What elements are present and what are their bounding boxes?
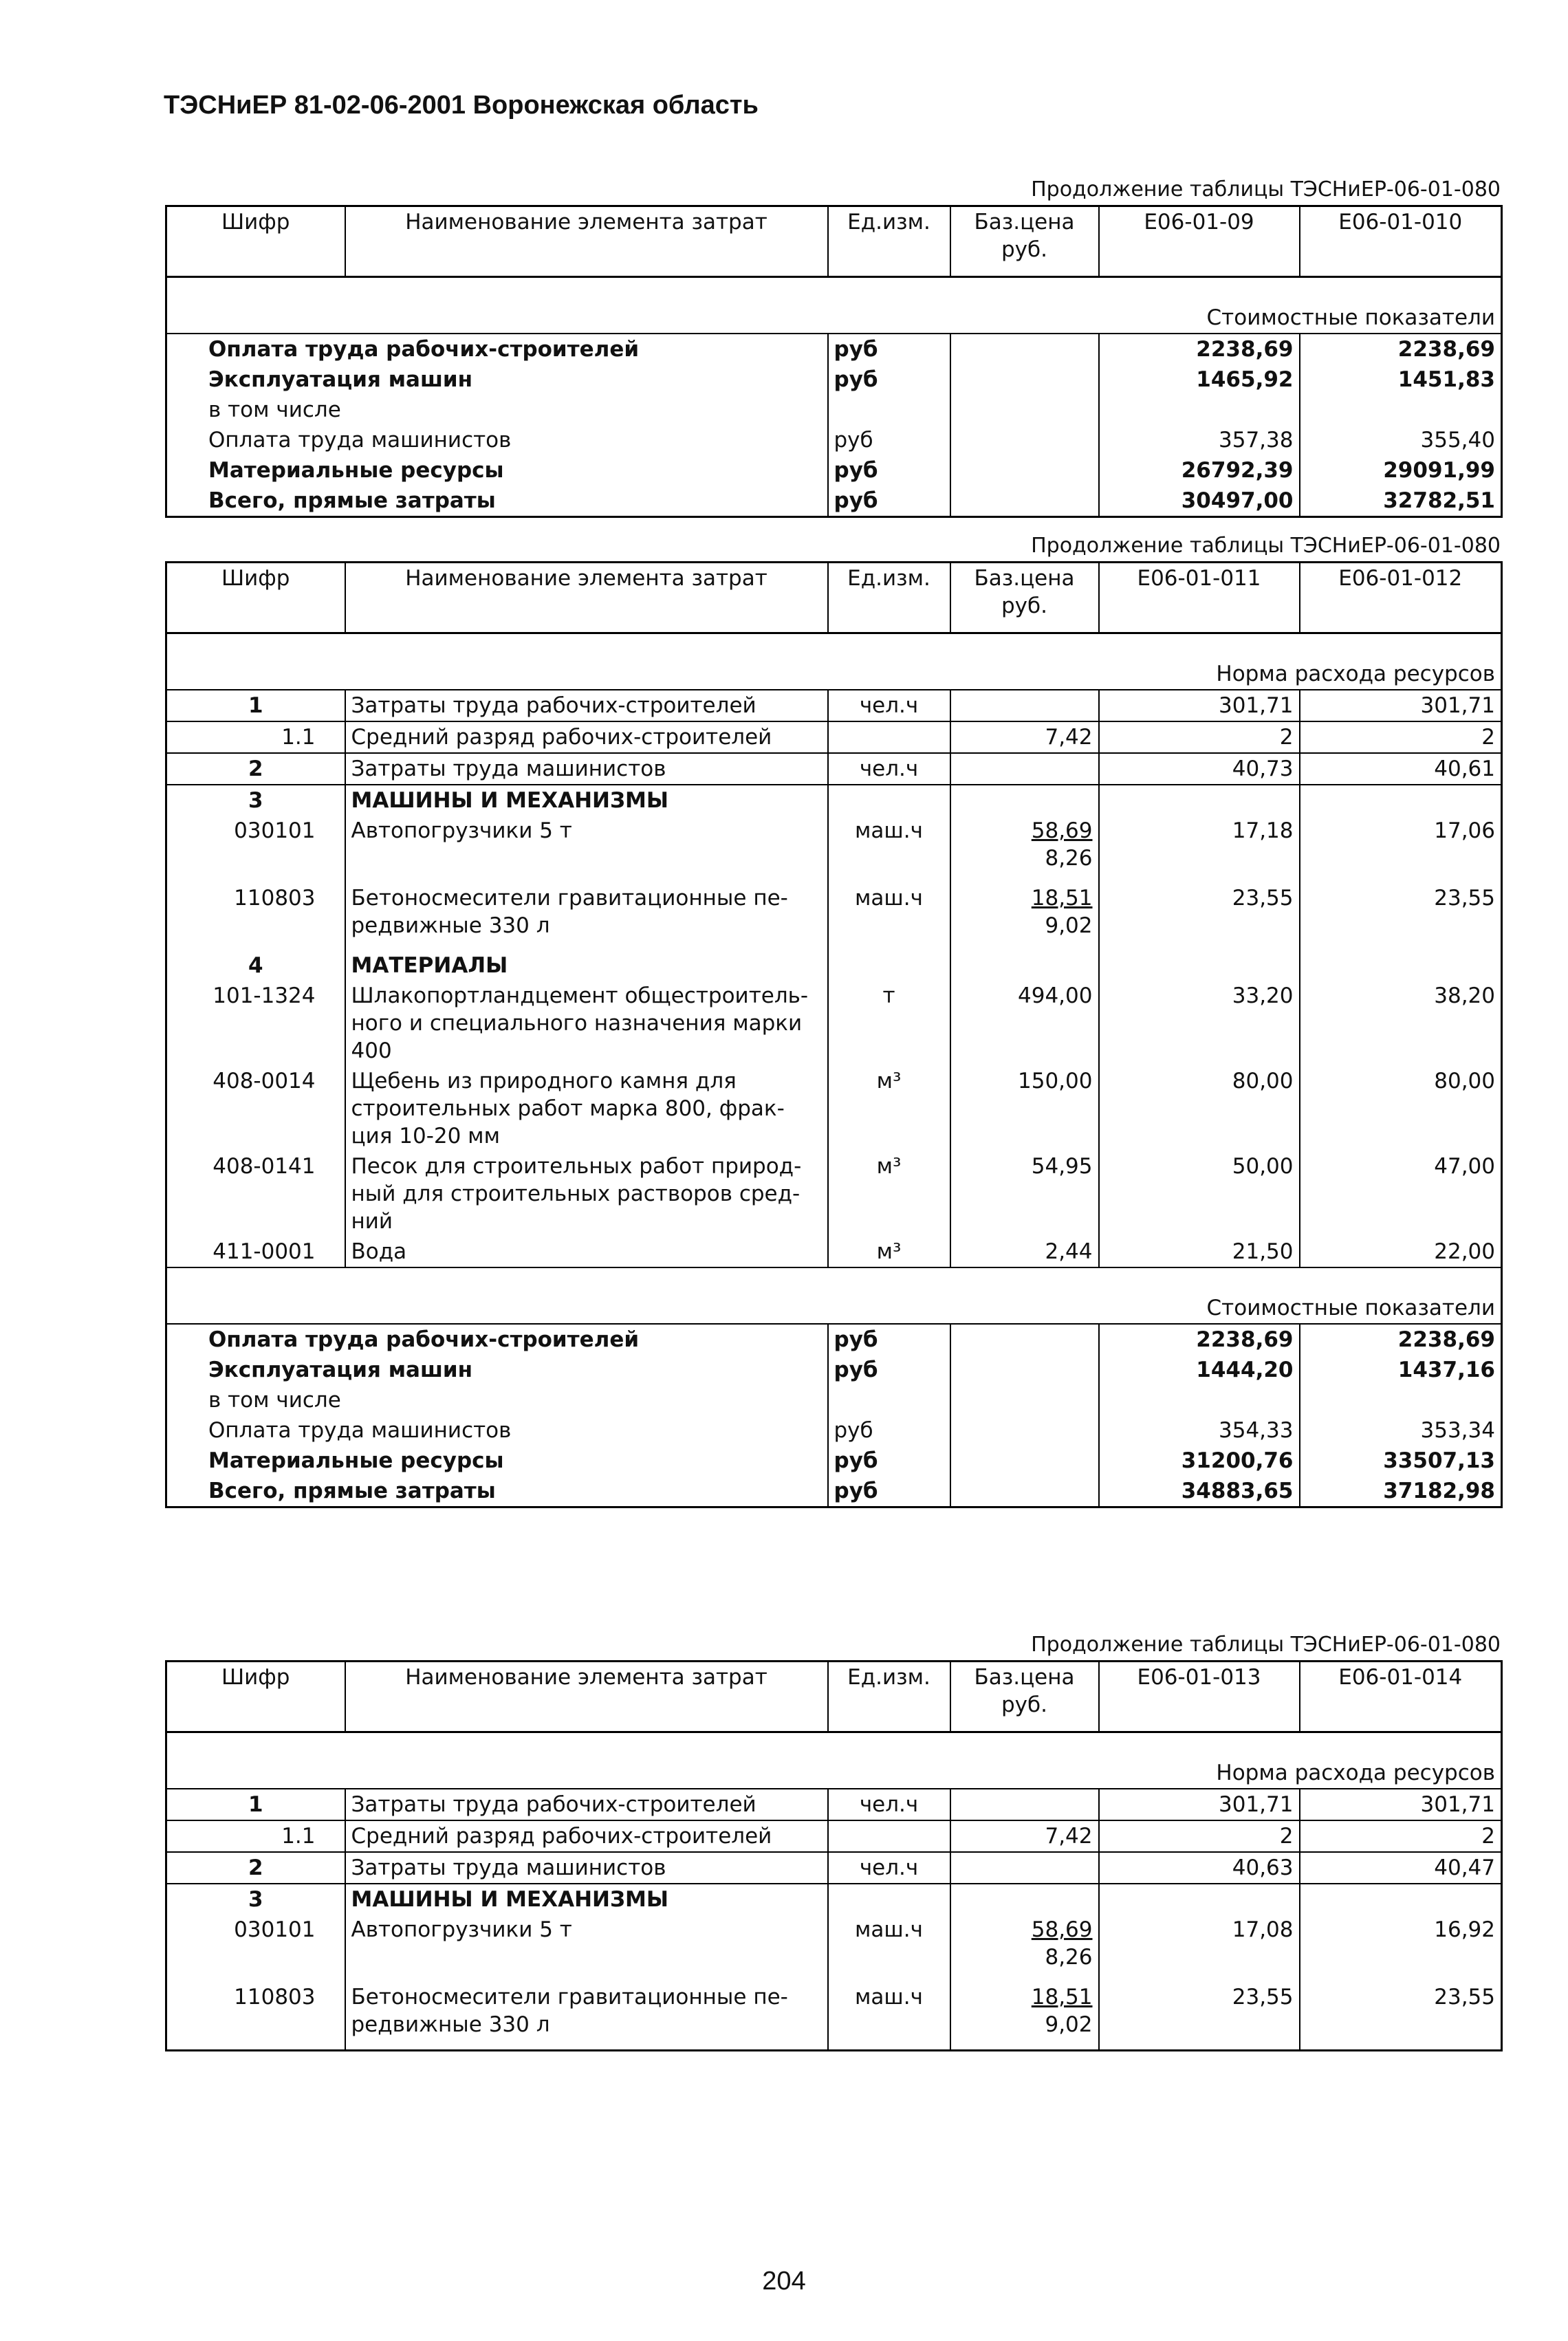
resource-unit: маш.ч [828,816,950,883]
cost-value-a: 357,38 [1099,425,1300,455]
cost-value-b [1300,1385,1502,1415]
resource-price [950,816,1099,883]
document-title: ТЭСНиЕР 81-02-06-2001 Воронежская область [164,91,759,120]
cost-name: в том числе [208,398,341,422]
resource-value-b [1300,950,1502,981]
resource-value-a: 23,55 [1099,883,1300,950]
resource-row [166,981,1502,1066]
resource-code: 2 [166,1852,345,1884]
cost-value-b: 2238,69 [1300,1324,1502,1355]
header-col-b: Е06-01-014 [1300,1662,1502,1732]
resource-value-b: 301,71 [1300,1789,1502,1820]
cost-name: Оплата труда рабочих-строителей [208,1327,640,1352]
resource-price: 2,44 [950,1237,1099,1267]
resource-price: 7,42 [950,721,1099,753]
cost-value-a: 30497,00 [1099,486,1300,517]
resource-price: 7,42 [950,1820,1099,1852]
header-col-b: Е06-01-010 [1300,206,1502,277]
continuation-caption: Продолжение таблицы ТЭСНиЕР-06-01-080 [1031,534,1501,558]
header-name: Наименование элемента затрат [345,563,828,633]
resource-price [950,690,1099,721]
resource-price [950,1915,1099,1982]
resource-price: 150,00 [950,1066,1099,1151]
continuation-caption: Продолжение таблицы ТЭСНиЕР-06-01-080 [1031,1633,1501,1657]
resource-row [166,1820,1502,1852]
resource-value-b: 47,00 [1300,1151,1502,1237]
section-label: Стоимостные показатели [166,1293,1502,1324]
resource-unit: чел.ч [828,1789,950,1820]
header-code: Шифр [166,563,345,633]
resource-name: Автопогрузчики 5 т [345,1915,828,1982]
cost-unit: руб [828,486,950,517]
resource-name: МАШИНЫ И МЕХАНИЗМЫ [345,1884,828,1915]
resource-value-b [1300,1884,1502,1915]
resource-price-main: 18,51 [1031,886,1093,911]
resource-row [166,883,1502,950]
resource-row [166,753,1502,785]
resource-value-a: 301,71 [1099,690,1300,721]
resource-code: 030101 [234,1917,316,1942]
resource-value-b: 17,06 [1300,816,1502,883]
resource-code: 101-1324 [213,983,316,1008]
section-label-row [166,1293,1502,1324]
cost-empty [950,1446,1099,1476]
section-label-row [166,303,1502,334]
cost-name: Оплата труда машинистов [208,428,512,453]
cost-row [166,455,1502,486]
cost-value-b: 29091,99 [1300,455,1502,486]
resource-price [950,1982,1099,2051]
resource-price [950,753,1099,785]
cost-value-b: 37182,98 [1300,1476,1502,1507]
cost-value-a: 26792,39 [1099,455,1300,486]
cost-value-a: 34883,65 [1099,1476,1300,1507]
resource-value-a: 17,18 [1099,816,1300,883]
resource-row [166,1915,1502,1982]
resource-price-machinist: 8,26 [1045,1945,1093,1970]
resource-name: МАТЕРИАЛЫ [345,950,828,981]
resource-unit [828,1884,950,1915]
cost-row [166,1415,1502,1446]
resource-name: Бетоносмесители гравитационные пе-редвижные 330 л [345,1982,828,2051]
resource-code: 030101 [234,818,316,843]
header-col-b: Е06-01-012 [1300,563,1502,633]
resource-name: Средний разряд рабочих-строителей [345,721,828,753]
resource-unit [828,785,950,816]
resource-price [950,950,1099,981]
cost-value-a: 2238,69 [1099,1324,1300,1355]
resource-code: 408-0014 [213,1069,316,1093]
cost-row [166,486,1502,517]
header-col-a: Е06-01-013 [1099,1662,1300,1732]
resource-code: 3 [166,1884,345,1915]
resource-value-a: 50,00 [1099,1151,1300,1237]
cost-row [166,1385,1502,1415]
resource-value-a: 80,00 [1099,1066,1300,1151]
resource-value-b: 22,00 [1300,1237,1502,1267]
resource-price [950,1789,1099,1820]
cost-empty [950,425,1099,455]
table-header-row [166,206,1502,277]
resource-unit: м³ [828,1151,950,1237]
resource-price [950,1884,1099,1915]
resource-row [166,690,1502,721]
resource-name: Затраты труда машинистов [345,1852,828,1884]
cost-empty [950,364,1099,395]
cost-unit [828,1385,950,1415]
resource-price-main: 58,69 [1031,1917,1093,1942]
cost-name: Всего, прямые затраты [208,1479,496,1503]
resource-row [166,950,1502,981]
cost-empty [950,1415,1099,1446]
resource-price-main: 58,69 [1031,818,1093,843]
resource-unit [828,721,950,753]
resource-value-a: 17,08 [1099,1915,1300,1982]
table-header-row [166,563,1502,633]
cost-unit: руб [828,425,950,455]
resource-row [166,785,1502,816]
header-unit: Ед.изм. [828,1662,950,1732]
resource-value-a [1099,785,1300,816]
resource-unit: маш.ч [828,1915,950,1982]
cost-unit: руб [828,1355,950,1385]
resource-code: 2 [166,753,345,785]
resource-value-b: 16,92 [1300,1915,1502,1982]
cost-name: Всего, прямые затраты [208,488,496,513]
cost-unit: руб [828,334,950,364]
resource-row [166,1884,1502,1915]
header-base-price: Баз.цена руб. [950,1662,1099,1732]
resource-row [166,1982,1502,2051]
estimate-table-3 [165,1660,1503,2051]
cost-value-a: 2238,69 [1099,334,1300,364]
continuation-caption: Продолжение таблицы ТЭСНиЕР-06-01-080 [1031,177,1501,202]
resource-name: Бетоносмесители гравитационные пе-редвижные 330 л [345,883,828,950]
cost-value-a: 354,33 [1099,1415,1300,1446]
resource-value-b: 2 [1300,1820,1502,1852]
resource-value-a: 40,63 [1099,1852,1300,1884]
cost-value-b: 353,34 [1300,1415,1502,1446]
resource-code: 110803 [234,886,316,911]
resource-value-a: 33,20 [1099,981,1300,1066]
cost-unit: руб [828,1415,950,1446]
resource-code: 4 [248,953,263,978]
cost-value-b: 33507,13 [1300,1446,1502,1476]
resource-code: 3 [166,785,345,816]
resource-name: Затраты труда рабочих-строителей [345,1789,828,1820]
resource-price-main: 18,51 [1031,1985,1093,2010]
resource-value-b: 40,61 [1300,753,1502,785]
resource-code: 1 [248,693,263,718]
header-base-price: Баз.цена руб. [950,563,1099,633]
header-col-a: Е06-01-011 [1099,563,1300,633]
page-number: 204 [762,2267,806,2296]
resource-price-machinist: 9,02 [1045,2012,1093,2037]
header-unit: Ед.изм. [828,206,950,277]
cost-row [166,1446,1502,1476]
cost-name: Эксплуатация машин [208,367,473,392]
resource-price: 494,00 [950,981,1099,1066]
cost-empty [950,1324,1099,1355]
cost-unit: руб [828,455,950,486]
resource-row [166,721,1502,753]
cost-name: Оплата труда рабочих-строителей [208,337,640,362]
resource-name: Шлакопортландцемент общестроитель-ного и специального назначения марки 400 [345,981,828,1066]
cost-unit: руб [828,1324,950,1355]
resource-name: Затраты труда рабочих-строителей [345,690,828,721]
cost-unit: руб [828,1476,950,1507]
resource-unit: маш.ч [828,883,950,950]
section-label-row [166,1758,1502,1789]
resource-price [950,883,1099,950]
cost-name: в том числе [208,1388,341,1413]
cost-value-b: 32782,51 [1300,486,1502,517]
resource-row [166,1852,1502,1884]
resource-price [950,1852,1099,1884]
cost-row [166,1355,1502,1385]
cost-empty [950,1476,1099,1507]
resource-value-b: 23,55 [1300,1982,1502,2051]
resource-value-b: 23,55 [1300,883,1502,950]
resource-name: Вода [345,1237,828,1267]
section-label: Норма расхода ресурсов [166,1758,1502,1789]
resource-unit [828,950,950,981]
resource-row [166,1237,1502,1267]
resource-code: 1.1 [166,1820,345,1852]
cost-value-b: 1437,16 [1300,1355,1502,1385]
resource-value-a: 40,73 [1099,753,1300,785]
resource-name: Средний разряд рабочих-строителей [345,1820,828,1852]
cost-value-a [1099,395,1300,425]
section-label-row [166,659,1502,690]
resource-code: 110803 [234,1985,316,2010]
resource-value-b: 2 [1300,721,1502,753]
resource-name: Щебень из природного камня для строительных работ марка 800, фрак-ция 10-20 мм [345,1066,828,1151]
resource-row [166,1151,1502,1237]
cost-name: Материальные ресурсы [208,458,504,483]
cost-value-b: 2238,69 [1300,334,1502,364]
resource-value-b: 38,20 [1300,981,1502,1066]
resource-price [950,785,1099,816]
resource-price: 54,95 [950,1151,1099,1237]
resource-row [166,816,1502,883]
section-label: Стоимостные показатели [166,303,1502,334]
resource-code: 1.1 [166,721,345,753]
cost-name: Эксплуатация машин [208,1358,473,1382]
resource-price-machinist: 8,26 [1045,846,1093,871]
cost-value-b: 1451,83 [1300,364,1502,395]
cost-unit [828,395,950,425]
cost-empty [950,334,1099,364]
cost-unit: руб [828,364,950,395]
cost-row [166,364,1502,395]
resource-value-a [1099,1884,1300,1915]
resource-value-a [1099,950,1300,981]
cost-name: Материальные ресурсы [208,1448,504,1473]
resource-unit [828,1820,950,1852]
resource-name: Песок для строительных работ природ-ный для строительных растворов сред-ний [345,1151,828,1237]
resource-unit: чел.ч [828,690,950,721]
resource-code: 1 [248,1792,263,1817]
resource-unit: м³ [828,1066,950,1151]
resource-unit: чел.ч [828,1852,950,1884]
cost-row [166,1324,1502,1355]
cost-value-a: 1444,20 [1099,1355,1300,1385]
resource-value-a: 301,71 [1099,1789,1300,1820]
resource-code: 411-0001 [213,1239,316,1264]
resource-row [166,1066,1502,1151]
resource-row [166,1789,1502,1820]
header-name: Наименование элемента затрат [345,206,828,277]
resource-name: Автопогрузчики 5 т [345,816,828,883]
header-unit: Ед.изм. [828,563,950,633]
resource-value-b: 301,71 [1300,690,1502,721]
cost-row [166,395,1502,425]
cost-value-a: 31200,76 [1099,1446,1300,1476]
cost-value-a [1099,1385,1300,1415]
cost-empty [950,455,1099,486]
resource-value-a: 2 [1099,721,1300,753]
cost-value-b: 355,40 [1300,425,1502,455]
resource-price-machinist: 9,02 [1045,913,1093,938]
resource-value-a: 21,50 [1099,1237,1300,1267]
resource-value-b: 40,47 [1300,1852,1502,1884]
cost-empty [950,395,1099,425]
header-col-a: Е06-01-09 [1099,206,1300,277]
header-name: Наименование элемента затрат [345,1662,828,1732]
resource-unit: т [828,981,950,1066]
cost-value-a: 1465,92 [1099,364,1300,395]
resource-name: МАШИНЫ И МЕХАНИЗМЫ [345,785,828,816]
estimate-table-2 [165,561,1503,1508]
resource-name: Затраты труда машинистов [345,753,828,785]
cost-row [166,1476,1502,1507]
header-code: Шифр [166,1662,345,1732]
resource-unit: маш.ч [828,1982,950,2051]
cost-row [166,334,1502,364]
resource-value-b [1300,785,1502,816]
estimate-table-1 [165,205,1503,518]
header-code: Шифр [166,206,345,277]
resource-unit: м³ [828,1237,950,1267]
cost-value-b [1300,395,1502,425]
resource-value-b: 80,00 [1300,1066,1502,1151]
cost-row [166,425,1502,455]
resource-unit: чел.ч [828,753,950,785]
section-label: Норма расхода ресурсов [166,659,1502,690]
table-header-row [166,1662,1502,1732]
cost-empty [950,1385,1099,1415]
cost-name: Оплата труда машинистов [208,1418,512,1443]
header-base-price: Баз.цена руб. [950,206,1099,277]
resource-code: 408-0141 [213,1154,316,1179]
cost-empty [950,1355,1099,1385]
resource-value-a: 2 [1099,1820,1300,1852]
cost-unit: руб [828,1446,950,1476]
resource-value-a: 23,55 [1099,1982,1300,2051]
cost-empty [950,486,1099,517]
